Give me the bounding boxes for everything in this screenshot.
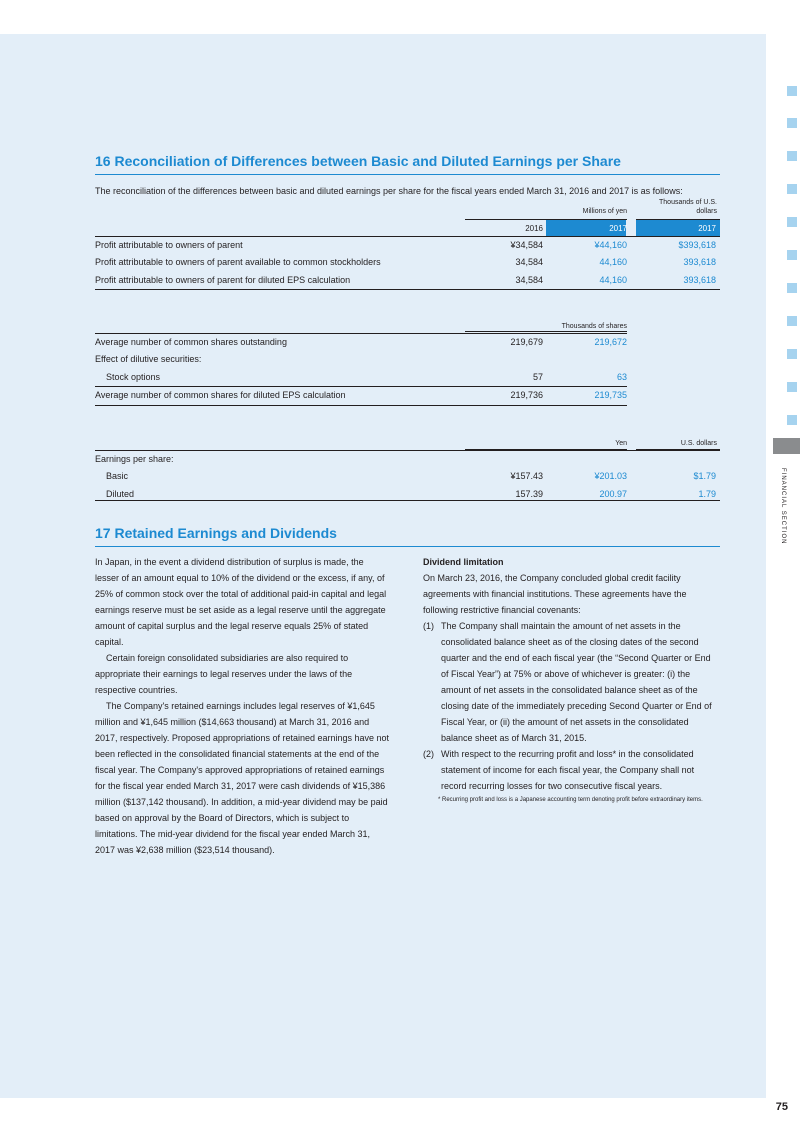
- section-label: FINANCIAL SECTION: [780, 468, 786, 545]
- side-marker: [787, 86, 797, 96]
- paragraph: In Japan, in the event a dividend distribution of surplus is made, the lesser of an amount equal to 10% of the dividend or the excess, if any, of 25% of common stock over the total of additional paid-in capital and legal earnings reserve must be set aside as a legal reserve until the aggregate amount of capital surplus and the legal reserve equals 25% of stated capital.: [95, 557, 387, 647]
- year-2016: 2016: [525, 224, 543, 233]
- retained-earnings-text: [95, 554, 390, 858]
- side-marker: [787, 349, 797, 359]
- page-number: 75: [775, 1101, 788, 1113]
- unit-thousands-usd: Thousands of U.S. dollars: [659, 199, 717, 215]
- section-tab: [773, 438, 800, 454]
- section-16-title: 16 Reconciliation of Differences between Basic and Diluted Earnings per Share: [95, 152, 720, 175]
- side-marker: [787, 217, 797, 227]
- table1-header: [95, 220, 720, 236]
- table-row: Average number of common shares outstanding 219,679 219,672: [95, 333, 627, 352]
- list-item: (1) The Company shall maintain the amount of net assets in the consolidated balance sheet as of the closing dates of the second quarter and the end of each fiscal year (the “Second Quarter or End of Fiscal Year”) at 75% or above of whichever is greater: (i) the amount of net assets in the consolidated balance sheet as of the closing date of the immediately preceding Second Quarter or End of Fiscal Year, or (ii) the amount of net assets in the consolidated balance sheet as of March 31, 2015.: [423, 621, 712, 743]
- dividend-limitation-heading: Dividend limitation: [423, 557, 504, 567]
- table-row: Diluted 157.39 200.97 1.79: [106, 489, 716, 499]
- side-marker: [787, 250, 797, 260]
- table-row: Basic ¥157.43 ¥201.03 $1.79: [106, 471, 716, 481]
- unit-yen: Yen: [615, 440, 627, 447]
- page-panel: [0, 34, 766, 1098]
- table-row: Profit attributable to owners of parent for diluted EPS calculation 34,584 44,160 393,618: [95, 275, 716, 285]
- table-row: Stock options 57 63: [106, 372, 627, 382]
- table-row: Profit attributable to owners of parent available to common stockholders 34,584 44,160 393,618: [95, 257, 716, 267]
- footnote: * Recurring profit and loss is a Japanese accounting term denoting profit before extraordinary items.: [438, 797, 703, 803]
- table-row: Profit attributable to owners of parent ¥34,584 ¥44,160 $393,618: [95, 236, 720, 255]
- table-row: Average number of common shares for diluted EPS calculation 219,736 219,735: [95, 386, 627, 406]
- list-item: (2) With respect to the recurring profit and loss* in the consolidated statement of income for each fiscal year, the Company shall not record recurring losses for two consecutive fiscal years.: [423, 749, 695, 791]
- side-marker: [787, 151, 797, 161]
- dividend-limitation-text: [423, 554, 720, 804]
- side-marker: [787, 283, 797, 293]
- unit-millions-of-yen: Millions of yen: [582, 208, 627, 215]
- side-marker: [787, 316, 797, 326]
- unit-thousands-of-shares: Thousands of shares: [561, 323, 627, 330]
- section-17-title: 17 Retained Earnings and Dividends: [95, 524, 720, 547]
- section-16-intro: The reconciliation of the differences between basic and diluted earnings per share for the fiscal years ended March 31, 2016 and 2017 is as follows:: [95, 186, 683, 196]
- paragraph: The Company's retained earnings includes legal reserves of ¥1,645 million and ¥1,645 million ($14,663 thousand) at March 31, 2016 and 2017, respectively. Proposed appropriations of retained earnings have not been reflected in the consolidated financial statements at the end of the fiscal year. The Company's approved appropriations of retained earnings for the fiscal year ended March 31, 2017 were cash dividends of ¥15,386 million ($137,142 thousand). In addition, a mid-year dividend may be paid based on approval by the Board of Directors, which is subject to limitations. The mid-year dividend for the fiscal year ended March 31, 2017 was ¥2,638 million ($23,514 thousand).: [95, 701, 390, 855]
- year-2017: 2017: [609, 224, 627, 233]
- side-marker: [787, 118, 797, 128]
- table-row: Earnings per share:: [95, 450, 720, 469]
- year-2017-usd: 2017: [698, 224, 716, 233]
- side-marker: [787, 415, 797, 425]
- side-marker: [787, 184, 797, 194]
- side-marker: [787, 382, 797, 392]
- paragraph: Certain foreign consolidated subsidiaries are also required to appropriate their earnings to legal reserves under the laws of the respective countries.: [95, 653, 353, 695]
- paragraph: On March 23, 2016, the Company concluded global credit facility agreements with financial institutions. These agreements have the following restrictive financial covenants:: [423, 573, 687, 615]
- table-row: Effect of dilutive securities:: [95, 354, 202, 364]
- unit-us-dollars: U.S. dollars: [680, 440, 717, 447]
